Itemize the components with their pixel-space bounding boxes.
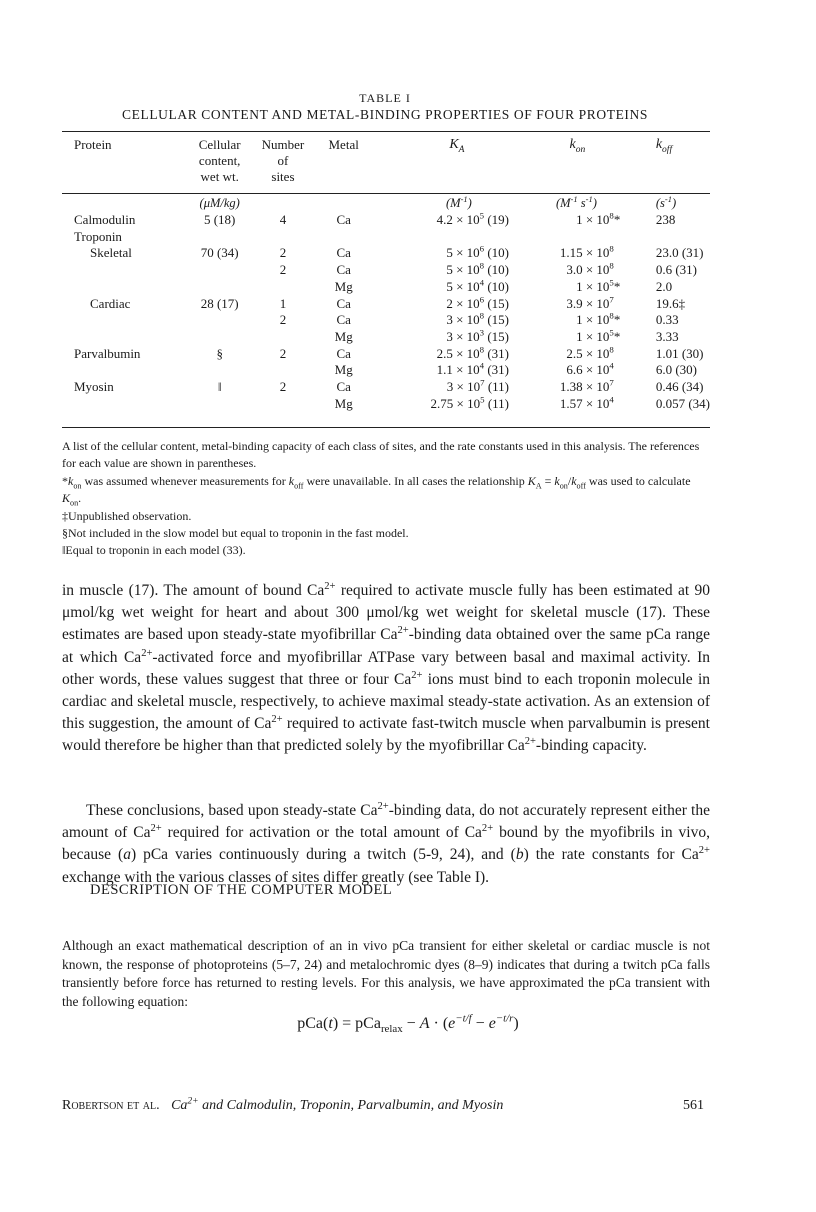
cell-koff: 6.0 (30)	[655, 362, 697, 378]
cell-koff	[628, 229, 710, 246]
cell-kon: $1 \times 10^5*$	[576, 277, 621, 294]
cell-koff: 0.057 (34)	[655, 395, 710, 411]
table-header-row	[62, 137, 710, 194]
units-row	[62, 194, 710, 212]
cell-sites: 2	[279, 379, 287, 395]
cell-content	[186, 262, 253, 279]
paragraph-3: Although an exact mathematical description of an in vivo pCa transient for either skeletal or cardiac muscle is not known, the response of photoproteins (5–7, 24) and metalochromic dyes (8–9) indicates that during a twitch pCa falls transiently before force has returned to resting levels. For this analysis, we have approximated the pCa transient with the following equation:	[62, 938, 710, 1009]
cell-content: 5 (18)	[203, 212, 236, 227]
cell-ka: $5 \times 10^4$ (10)	[446, 277, 509, 294]
data-table	[62, 137, 710, 412]
cell-sites	[253, 396, 312, 413]
cell-kon: $3.9 \times 10^7$	[566, 294, 614, 311]
table-notes	[62, 438, 712, 560]
header-cellular-content: Cellular content, wet wt.	[198, 137, 241, 184]
table-row	[62, 296, 710, 313]
cell-content	[186, 279, 253, 296]
table-row	[62, 329, 710, 346]
cell-sites: 4	[279, 212, 287, 227]
cell-ka: $2.75 \times 10^5$ (11)	[430, 394, 509, 411]
cell-content: ‖	[217, 379, 222, 395]
cell-content	[186, 329, 253, 346]
cell-koff: 2.0	[655, 278, 673, 294]
cell-protein	[62, 329, 186, 346]
cell-ka: $5 \times 10^6$ (10)	[446, 244, 509, 261]
cell-koff: 0.46 (34)	[655, 379, 704, 395]
footer-running-title: $Ca^{2+}$ and Calmodulin, Troponin, Parvalbumin, and Myosin	[171, 1096, 504, 1113]
cell-protein: Myosin	[74, 379, 114, 395]
cell-protein	[62, 362, 186, 379]
cell-protein: Calmodulin	[74, 212, 136, 227]
cell-protein	[62, 262, 186, 279]
cell-protein: Troponin	[74, 228, 122, 244]
cell-ka: $3 \times 10^3$ (15)	[446, 327, 509, 344]
cell-kon: $1.38 \times 10^7$	[559, 377, 614, 395]
unit-content: (μM/kg)	[199, 196, 240, 210]
table-row	[62, 379, 710, 396]
cell-sites	[253, 362, 312, 379]
footer-authors: Robertson et al.	[62, 1098, 160, 1113]
cell-koff: 23.0 (31)	[655, 245, 704, 261]
cell-kon: $2.5 \times 10^8$	[566, 344, 614, 361]
table-row	[62, 312, 710, 329]
cell-protein: Parvalbumin	[74, 345, 141, 361]
page-footer	[62, 1098, 710, 1114]
header-number-of-sites: Number of sites	[261, 137, 305, 184]
unit-ka: $(M^{-1})$	[446, 193, 472, 210]
cell-metal: Mg	[334, 362, 353, 378]
header-ka: $K_A$	[449, 137, 465, 155]
note-general: A list of the cellular content, metal-binding capacity of each class of sites, and the rate constants used in this analysis. The references for each value are shown in parentheses.	[62, 439, 700, 471]
table-top-rule	[62, 131, 710, 132]
cell-koff: 19.6‡	[655, 295, 686, 311]
cell-kon: $1 \times 10^8*$	[576, 210, 621, 227]
table-row	[62, 245, 710, 262]
cell-sites	[253, 279, 312, 296]
table-row	[62, 229, 710, 246]
paragraph-2: These conclusions, based upon steady-state $Ca^{2+}$-binding data, do not accurately represent either the amount of $Ca^{2+}$ required for activation or the total amount of $Ca^{2+}$ bound by the myofibrils in vivo, because (a) pCa varies continuously during a twitch (5-9, 24), and (b) the rate constants for $Ca^{2+}$ exchange with the various classes of sites differ greatly (see Table I).	[62, 800, 710, 886]
cell-ka: $5 \times 10^8$ (10)	[446, 260, 509, 278]
cell-metal: Ca	[336, 245, 351, 261]
header-protein: Protein	[74, 137, 112, 152]
cell-koff: 1.01 (30)	[655, 345, 704, 361]
table-row	[62, 362, 710, 379]
table-row	[62, 346, 710, 363]
page-number: 561	[683, 1098, 704, 1113]
cell-sites: 1	[279, 295, 287, 311]
unit-kon: ($M^{-1}$ $s^{-1}$)	[555, 193, 597, 210]
table-row	[62, 262, 710, 279]
cell-kon	[519, 229, 628, 246]
cell-koff: 3.33	[655, 328, 679, 344]
cell-ka: $2 \times 10^6$ (15)	[446, 294, 509, 311]
note-myosin: ‖Equal to troponin in each model (33).	[62, 543, 246, 558]
cell-protein: Skeletal	[90, 245, 132, 261]
cell-metal: Ca	[336, 345, 351, 361]
cell-sites: 2	[279, 345, 287, 361]
cell-protein	[62, 279, 186, 296]
table-row	[62, 279, 710, 296]
equation-pca: $pCa(t) = pCa_{relax} - A \cdot (e^{-t/f} - e^{-t/r})$	[297, 1012, 519, 1036]
cell-ka: $1.1 \times 10^4$ (31)	[436, 361, 509, 378]
cell-ka: $2.5 \times 10^8$ (31)	[436, 344, 509, 361]
cell-kon: $1.57 \times 10^4$	[559, 394, 614, 411]
cell-content: §	[216, 345, 223, 361]
table-row	[62, 396, 710, 413]
cell-kon: $1.15 \times 10^8$	[559, 244, 614, 261]
cell-metal	[313, 229, 375, 246]
note-kon-assumed: $*k_{on}$ was assumed whenever measurements for $k_{off}$ were unavailable. In all cases the relationship $K_A = k_{on}/k_{off}$ was used to calculate $K_{on}$.	[62, 473, 691, 508]
cell-content	[186, 229, 253, 246]
section-heading: DESCRIPTION OF THE COMPUTER MODEL	[90, 882, 393, 898]
header-metal: Metal	[328, 137, 359, 152]
cell-protein: Cardiac	[90, 295, 131, 311]
cell-ka: $3 \times 10^8$ (15)	[446, 310, 509, 328]
cell-koff: 0.33	[655, 312, 679, 328]
cell-metal: Ca	[336, 212, 351, 227]
table-title: CELLULAR CONTENT AND METAL-BINDING PROPERTIES OF FOUR PROTEINS	[122, 107, 648, 122]
cell-kon: $6.6 \times 10^4$	[566, 361, 614, 378]
cell-ka: $3 \times 10^7$ (11)	[446, 377, 509, 395]
cell-content	[186, 396, 253, 413]
cell-content: 28 (17)	[200, 295, 239, 311]
cell-metal: Ca	[336, 379, 351, 395]
table-number: TABLE I	[359, 91, 411, 105]
cell-metal: Mg	[334, 328, 353, 344]
cell-sites: 2	[279, 245, 287, 261]
cell-metal: Ca	[336, 262, 351, 278]
table-body	[62, 212, 710, 412]
cell-content	[186, 312, 253, 329]
cell-ka	[375, 229, 519, 246]
cell-metal: Mg	[334, 395, 353, 411]
cell-protein	[62, 312, 186, 329]
cell-sites	[253, 329, 312, 346]
cell-content	[186, 362, 253, 379]
cell-koff: 0.6 (31)	[655, 262, 697, 278]
table-bottom-rule	[62, 427, 710, 428]
cell-content: 70 (34)	[200, 245, 239, 261]
unit-koff: $(s^{-1})$	[655, 193, 677, 210]
cell-metal: Mg	[334, 278, 353, 294]
table-row	[62, 212, 710, 229]
cell-kon: $1 \times 10^8*$	[576, 310, 621, 328]
note-unpublished: ‡Unpublished observation.	[62, 508, 192, 523]
cell-metal: Ca	[336, 312, 351, 328]
cell-protein	[62, 396, 186, 413]
cell-sites	[253, 229, 312, 246]
paragraph-1: in muscle (17). The amount of bound $Ca^{2+}$ required to activate muscle fully has been estimated at 90 μmol/kg wet weight for heart and about 300 μmol/kg wet weight for skeletal muscle (17). These estimates are based upon steady-state myofibrillar $Ca^{2+}$-binding data obtained over the same pCa range at which $Ca^{2+}$-activated force and myofibrillar ATPase vary between basal and maximal activity. In other words, these values suggest that three or four $Ca^{2+}$ ions must bind to each troponin molecule in cardiac and skeletal muscle, respectively, to achieve maximal steady-state activation. As an extension of this suggestion, the amount of $Ca^{2+}$ required to activate fast-twitch muscle when parvalbumin is present would therefore be higher than that predicted solely by the myofibrillar $Ca^{2+}$-binding capacity.	[62, 580, 710, 755]
cell-koff: 238	[655, 212, 676, 227]
cell-sites: 2	[279, 312, 287, 328]
header-koff: $k_{off}$	[655, 137, 673, 155]
cell-metal: Ca	[336, 295, 351, 311]
header-kon: $k_{on}$	[569, 137, 586, 155]
cell-kon: $1 \times 10^5*$	[576, 327, 621, 344]
cell-kon: $3.0 \times 10^8$	[566, 260, 614, 278]
cell-ka: $4.2 \times 10^5$ (19)	[436, 210, 509, 227]
note-parvalbumin: §Not included in the slow model but equal to troponin in the fast model.	[62, 526, 409, 541]
cell-sites: 2	[279, 262, 287, 278]
